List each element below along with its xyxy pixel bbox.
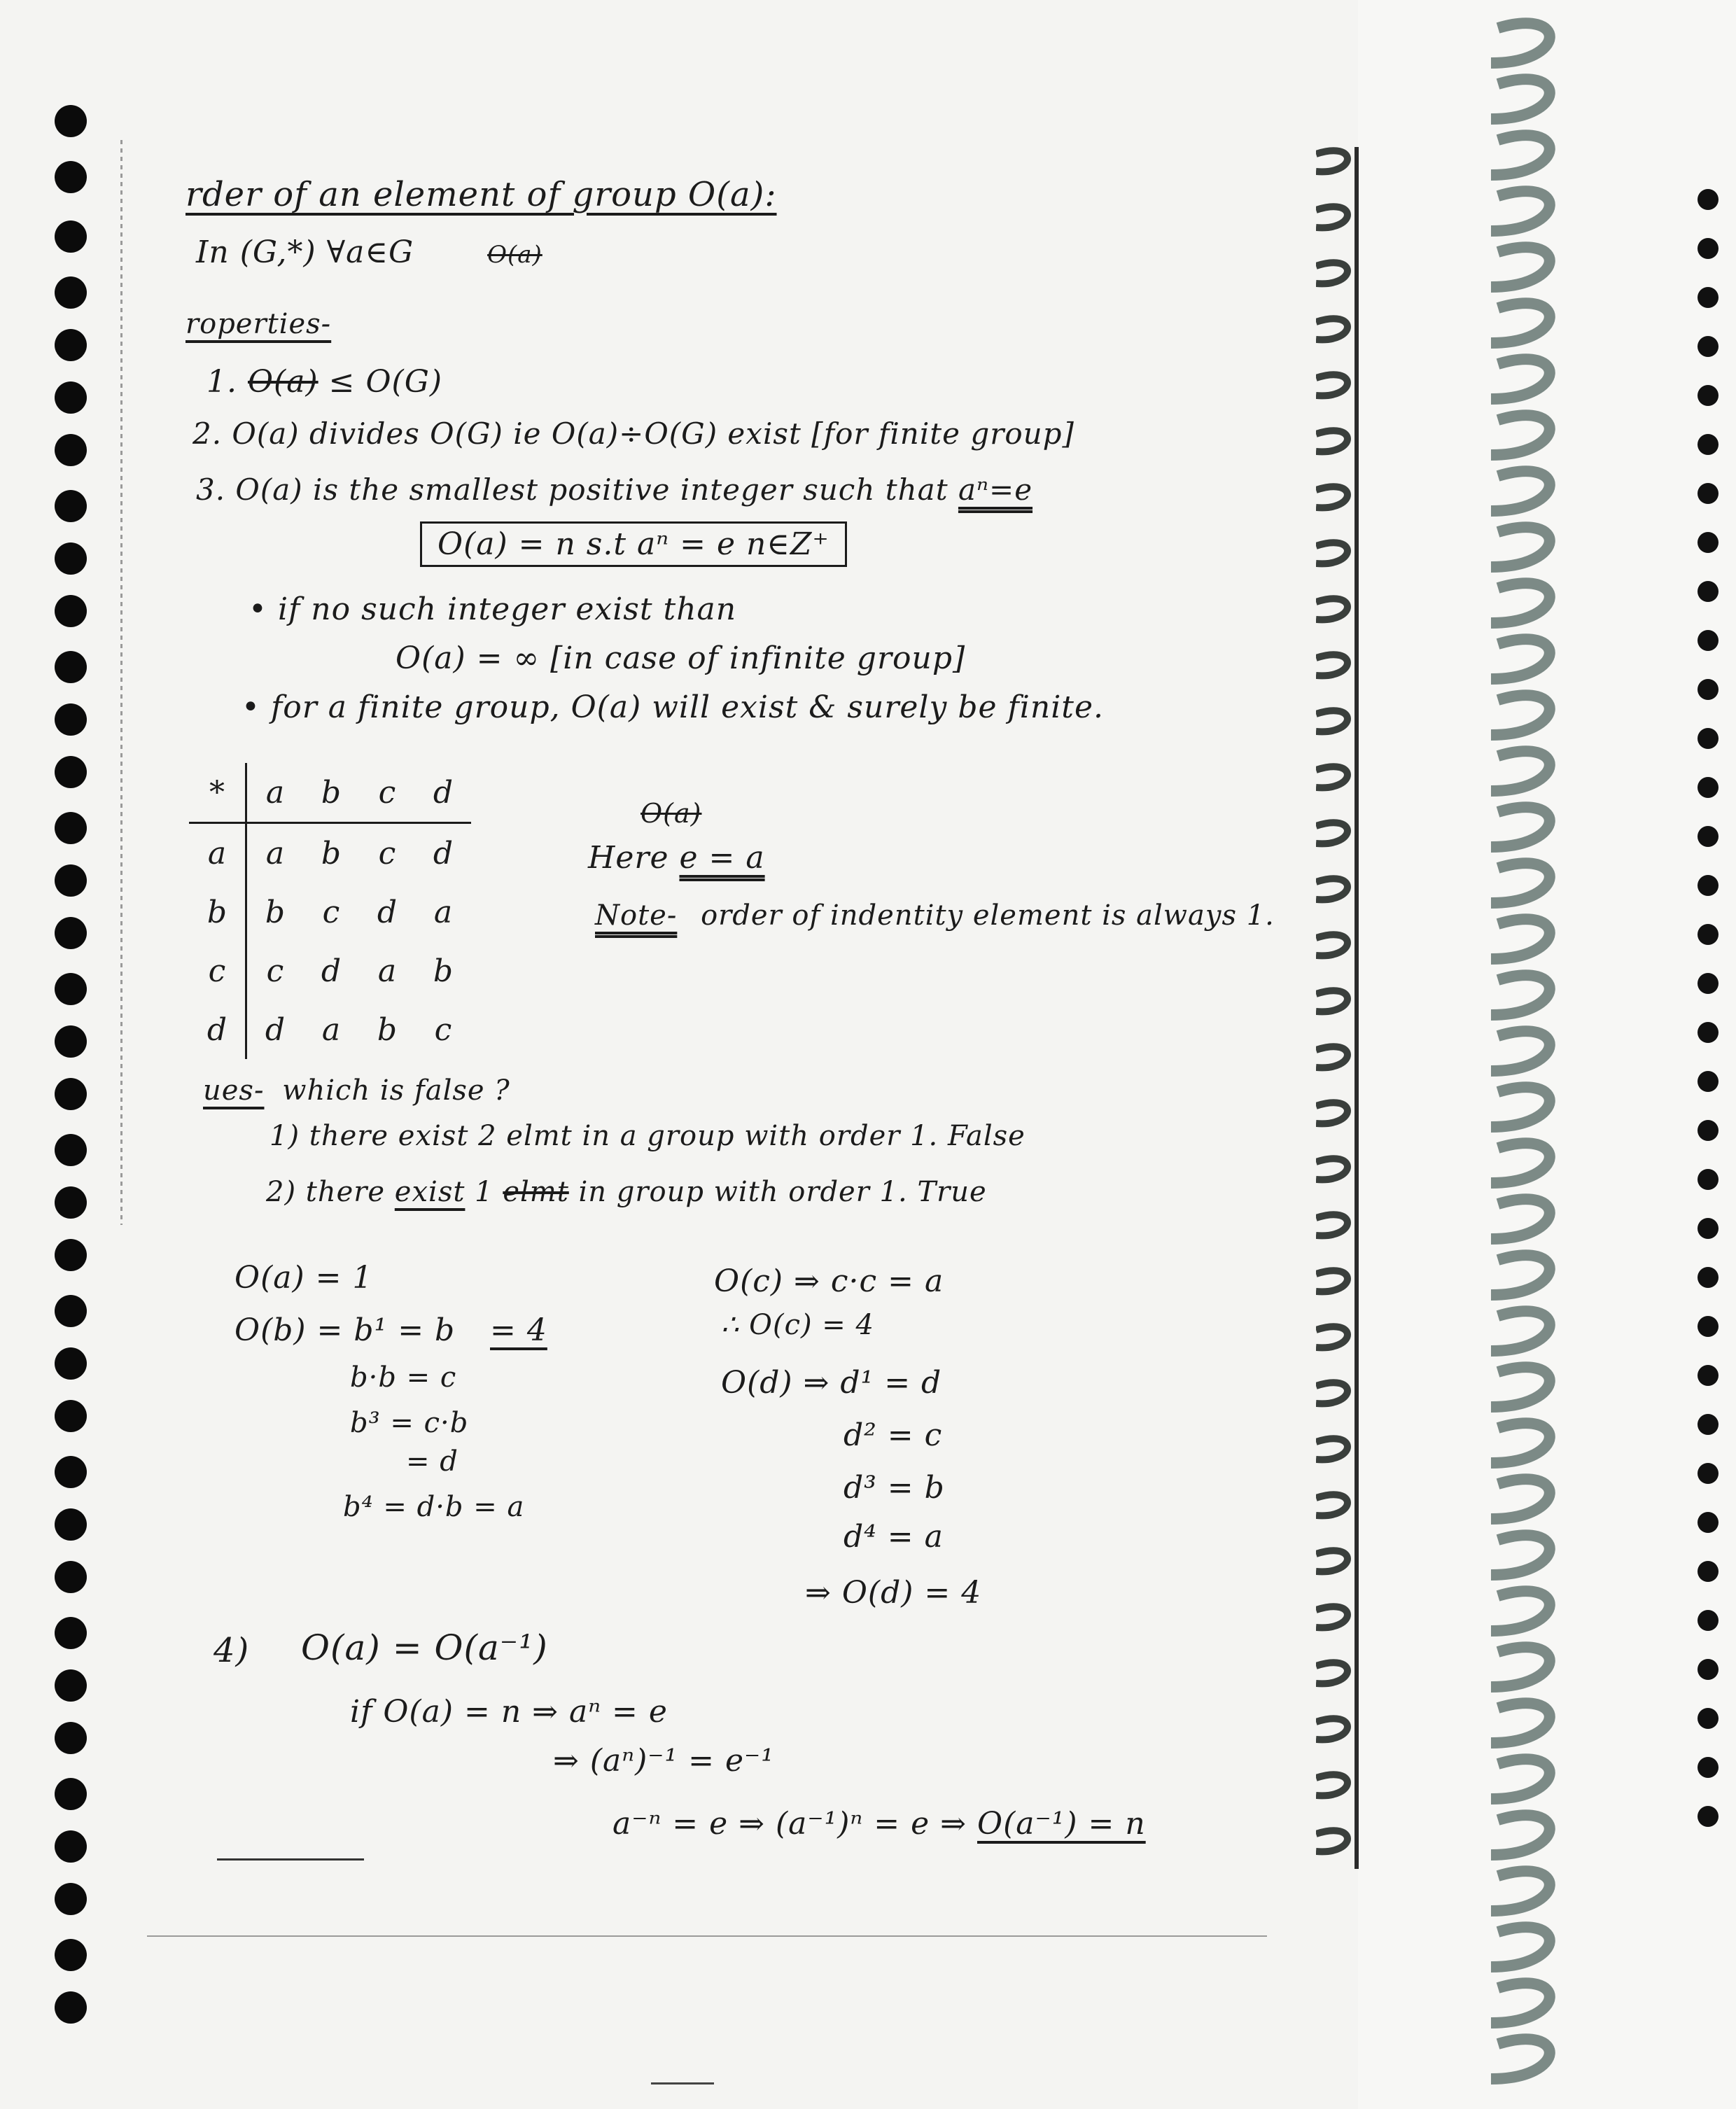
table-cell: d (433, 835, 454, 871)
intro-struck: O(a) (487, 241, 542, 269)
table-cell: b (265, 894, 286, 930)
order-c-result: ∴ O(c) = 4 (721, 1309, 874, 1341)
table-row (189, 941, 471, 1000)
table-cell: d (189, 1000, 246, 1059)
question-prompt (203, 1074, 510, 1107)
table-cell: c (378, 835, 396, 871)
property-3-tail: aⁿ=e (958, 472, 1033, 507)
identity-note (588, 840, 765, 876)
bullet-finite: • for a finite group, O(a) will exist & surely be finite. (241, 689, 1104, 725)
table-cell: d (377, 894, 398, 930)
property-4-step-2: ⇒ (aⁿ)⁻¹ = e⁻¹ (553, 1743, 774, 1779)
order-a: O(a) = 1 (234, 1260, 373, 1296)
table-row (189, 883, 471, 941)
table-row (189, 823, 471, 883)
table-cell: c (266, 953, 284, 989)
property-1-number: 1. (206, 364, 237, 400)
order-d: O(d) ⇒ d¹ = d (721, 1365, 942, 1401)
option-2-part-a: 2) there (266, 1176, 386, 1208)
property-4-conclusion: O(a⁻¹) = n (977, 1806, 1146, 1842)
bullet-infinite: O(a) = ∞ [in case of infinite group] (396, 640, 966, 676)
property-4-step-3-text: a⁻ⁿ = e ⇒ (a⁻¹)ⁿ = e ⇒ (612, 1806, 967, 1842)
order-b-result: = 4 (490, 1312, 547, 1348)
operation-table (189, 763, 471, 1059)
table-row (189, 1000, 471, 1059)
stray-line (217, 1858, 364, 1861)
note-identity-order (595, 899, 1275, 932)
table-cell: c (434, 1011, 452, 1048)
question-label: ues- (203, 1074, 265, 1107)
bullet-no-integer: • if no such integer exist than (248, 591, 737, 627)
b-step-3: b³ = c·b (350, 1407, 469, 1439)
table-cell: a (433, 894, 453, 930)
table-cell: d (415, 763, 471, 823)
table-cell: a (265, 835, 285, 871)
spiral-binding (1316, 0, 1736, 2109)
table-cell: b (433, 953, 454, 989)
table-cell: b (303, 763, 359, 823)
table-cell: a (246, 763, 304, 823)
property-3-text: 3. O(a) is the smallest positive integer such that (196, 472, 948, 507)
d-step-3: d³ = b (844, 1470, 945, 1506)
property-1 (206, 364, 442, 400)
table-cell: c (189, 941, 246, 1000)
question-option-1: 1) there exist 2 elmt in a group with order 1. False (270, 1120, 1026, 1152)
property-4-statement: O(a) = O(a⁻¹) (301, 1627, 548, 1668)
stray-line (651, 2082, 714, 2085)
note-text: order of indentity element is always 1. (701, 899, 1275, 932)
property-4-step-1: if O(a) = n ⇒ aⁿ = e (350, 1694, 668, 1730)
d-step-2: d² = c (844, 1417, 943, 1453)
option-2-count: 1 (475, 1176, 493, 1208)
table-cell: * (189, 763, 246, 823)
intro-text: In (G,*) ∀a∈G (196, 234, 414, 270)
table-cell: a (377, 953, 397, 989)
intro-line (196, 234, 542, 270)
property-3 (196, 472, 1032, 507)
table-cell: a (189, 823, 246, 883)
order-c: O(c) ⇒ c·c = a (714, 1263, 944, 1299)
property-4-step-3 (612, 1806, 1146, 1842)
property-4-number: 4) (214, 1631, 250, 1670)
table-cell: b (321, 835, 342, 871)
b-step-3-result: = d (406, 1445, 458, 1478)
order-b: O(b) = b¹ = b (234, 1312, 456, 1348)
property-1-struck: O(a) (247, 364, 318, 400)
page-title: rder of an element of group O(a): (186, 175, 777, 214)
table-cell: d (265, 1011, 286, 1048)
table-cell: c (322, 894, 340, 930)
table-cell: d (321, 953, 342, 989)
table-header-row (189, 763, 471, 823)
property-2: 2. O(a) divides O(G) ie O(a)÷O(G) exist [for finite group] (192, 416, 1074, 451)
here-label: Here (588, 840, 669, 876)
note-label: Note- (595, 899, 678, 932)
question-text: which is false ? (282, 1074, 510, 1107)
order-d-result: ⇒ O(d) = 4 (805, 1575, 982, 1611)
table-cell: c (359, 763, 415, 823)
option-2-exist: exist (394, 1176, 465, 1208)
struck-order-note: O(a) (640, 798, 702, 829)
table-cell: b (189, 883, 246, 941)
properties-heading: roperties- (186, 308, 332, 340)
stray-line (147, 1935, 1267, 1937)
d-step-4: d⁴ = a (844, 1519, 944, 1555)
margin-line (120, 140, 122, 1225)
order-definition-box: O(a) = n s.t aⁿ = e n∈Z⁺ (420, 521, 847, 567)
b-step-2: b·b = c (350, 1361, 457, 1394)
table-cell: a (321, 1011, 341, 1048)
b-step-4: b⁴ = d·b = a (343, 1491, 525, 1523)
here-value: e = a (679, 840, 765, 876)
table-cell: b (377, 1011, 398, 1048)
option-2-part-e: in group with order 1. True (578, 1176, 987, 1208)
option-2-struck-word: elmt (503, 1176, 569, 1208)
property-1-rest: ≤ O(G) (328, 364, 443, 400)
question-option-2 (266, 1176, 987, 1208)
